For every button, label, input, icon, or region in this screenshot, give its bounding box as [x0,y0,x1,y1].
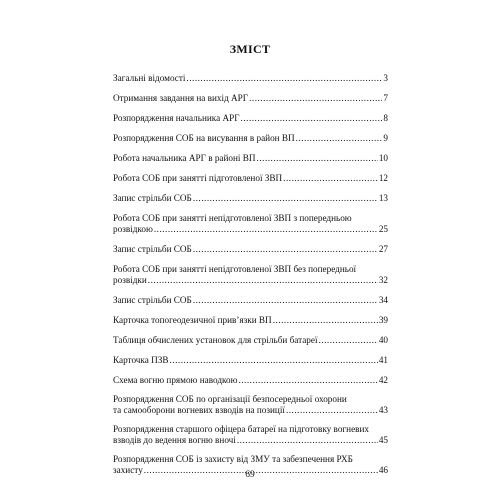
toc-entry-text: та самооборони вогневих взводів на позиції [113,405,285,415]
toc-page-number: 10 [378,153,388,163]
toc-line [113,335,388,346]
toc-page-number: 8 [383,113,388,123]
toc-page-number: 45 [378,435,388,445]
toc-entry-text: Запис стрільби СОБ [113,193,192,203]
toc-line [113,113,388,124]
toc-page-number: 7 [383,93,388,103]
toc-entry-text: Карточка ПЗВ [113,355,169,365]
toc-page-number: 42 [378,375,388,385]
toc-page-number: 27 [378,244,388,254]
dot-leader [296,133,383,144]
toc-line [113,173,388,184]
dot-leader [249,93,382,104]
toc-line [113,133,388,144]
toc-entry-text: Розпорядження начальника АРГ [113,113,240,123]
dot-leader [170,355,378,366]
toc-page-number: 41 [378,355,388,365]
toc-line [113,315,388,326]
toc-entry-text: Робота СОБ при занятті підготовленої ЗВП [113,173,283,183]
toc-line [113,275,388,286]
toc-line [113,193,388,204]
toc-line [113,435,388,446]
toc-entry [113,244,388,255]
dot-leader [273,315,378,326]
toc-entry [113,113,388,124]
toc-entry [113,424,388,446]
toc-entry [113,315,388,326]
table-of-contents [113,73,388,476]
toc-page-number: 9 [383,133,388,143]
toc-page-number: 25 [378,224,388,234]
toc-entry-text: Запис стрільби СОБ [113,295,192,305]
toc-entry [113,193,388,204]
toc-entry-text: Робота СОБ при занятті непідготовленої ЗВП з попередньою [113,213,352,223]
dot-leader [186,73,382,84]
toc-entry-text: Таблиця обчислених установок для стрільби батареї [113,335,318,345]
toc-line [113,295,388,306]
toc-line [113,224,388,235]
page-number: 69 [245,470,255,480]
toc-entry [113,93,388,104]
toc-entry-text: розвідкою [113,224,153,234]
toc-entry [113,153,388,164]
dot-leader [154,224,378,235]
toc-entry-text: Розпорядження СОБ на висування в район ВП [113,133,295,143]
dot-leader [238,375,377,386]
dot-leader [148,275,378,286]
toc-entry [113,264,388,286]
toc-line [113,405,388,416]
toc-line [113,153,388,164]
dot-leader [193,295,378,306]
toc-page-number: 46 [378,465,388,475]
toc-entry-text: Отримання завдання на вихід АРГ [113,93,249,103]
toc-line [113,355,388,366]
dot-leader [286,405,378,416]
toc-page-number: 34 [378,295,388,305]
toc-entry-text: Запис стрільби СОБ [113,244,192,254]
dot-leader [237,435,378,446]
toc-entry-text: взводів до ведення вогню вночі [113,435,236,445]
toc-entry-text: Карточка топогеодезичної прив’язки ВП [113,315,272,325]
toc-entry [113,394,388,416]
toc-entry-text: Схема вогню прямою наводкою [113,375,238,385]
toc-entry [113,295,388,306]
dot-leader [241,113,383,124]
toc-entry [113,213,388,235]
toc-entry-text: розвідки [113,275,147,285]
toc-entry [113,133,388,144]
toc-page-number: 13 [378,193,388,203]
dot-leader [283,173,378,184]
page-title: ЗМІСТ [229,42,271,56]
toc-page-number: 32 [378,275,388,285]
toc-entry-text: Загальні відомості [113,73,186,83]
toc-line [113,244,388,255]
toc-entry [113,355,388,366]
toc-entry-text: Робота начальника АРГ в районі ВП [113,153,256,163]
dot-leader [257,153,378,164]
toc-entry [113,375,388,386]
toc-page-number: 39 [378,315,388,325]
toc-entry-text: Розпорядження СОБ із захисту від ЗМУ та забезпечення РХБ [113,454,353,464]
toc-page-number: 40 [378,335,388,345]
dot-leader [319,335,378,346]
toc-page-number: 43 [378,405,388,415]
toc-line [113,375,388,386]
dot-leader [193,244,378,255]
toc-entry-text: захисту [113,465,143,475]
toc-entry [113,173,388,184]
toc-page-number: 12 [378,173,388,183]
toc-entry [113,335,388,346]
toc-line [113,73,388,84]
toc-page-number: 3 [383,73,388,83]
dot-leader [193,193,378,204]
toc-entry-text: Розпорядження старшого офіцера батареї на підготовку вогневих [113,424,370,434]
toc-entry [113,73,388,84]
toc-entry-text: Робота СОБ при занятті непідготовленої ЗВП без попередньої [113,264,357,274]
toc-entry-text: Розпорядження СОБ по організації безпосередньої охорони [113,394,347,404]
toc-line [113,93,388,104]
